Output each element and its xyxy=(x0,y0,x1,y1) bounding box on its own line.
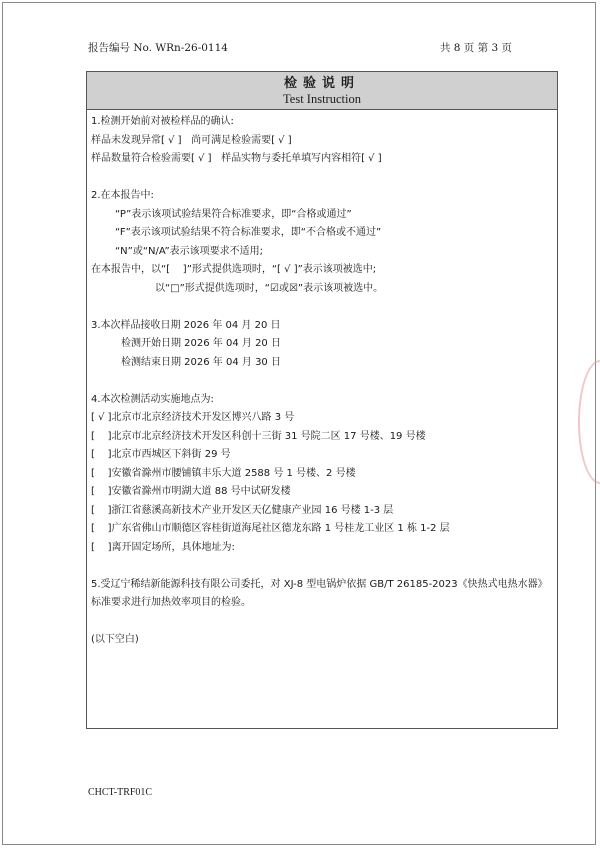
location-checkbox: [ ] xyxy=(91,541,112,553)
location-text: 安徽省滁州市明湖大道 88 号中试研发楼 xyxy=(111,486,291,497)
instruction-content xyxy=(87,110,557,650)
blank-note: (以下空白) xyxy=(91,634,139,645)
location-text: 浙江省慈溪高新技术产业开发区天亿健康产业园 16 号楼 1-3 层 xyxy=(111,504,394,516)
section2-line-f: “F”表示该项试验结果不符合标准要求，即“不合格或不通过” xyxy=(115,227,382,238)
test-start-date: 检测开始日期 2026 年 04 月 20 日 xyxy=(121,338,281,349)
location-item xyxy=(91,409,557,428)
location-checkbox: [ ] xyxy=(91,504,112,516)
location-item xyxy=(91,465,557,484)
form-code: CHCT-TRF01C xyxy=(88,787,153,798)
section5-line2: 标准要求进行加热效率项目的检验。 xyxy=(91,597,251,608)
section4-heading: 4.本次检测活动实施地点为: xyxy=(91,393,214,405)
section1-line2: 样品数量符合检验需要[ √ ] 样品实物与委托单填写内容相符[ √ ] xyxy=(91,153,382,164)
location-checkbox: [ ] xyxy=(91,449,112,460)
location-item xyxy=(91,520,557,539)
section2-heading: 2.在本报告中: xyxy=(91,190,154,201)
location-checkbox: [ ] xyxy=(91,486,112,497)
title-english: Test Instruction xyxy=(283,92,361,106)
section2-line-n: “N”或“N/A”表示该项要求不适用; xyxy=(115,245,264,257)
location-item xyxy=(91,428,557,447)
section2-line-p: “P”表示该项试验结果符合标准要求，即“合格或通过” xyxy=(115,208,352,220)
location-text: 离开固定场所，具体地址为: xyxy=(111,541,235,553)
section2-line-box: 以“□”形式提供选项时，“☑或☒”表示该项被选中。 xyxy=(155,282,384,294)
location-checkbox: [ ] xyxy=(91,467,112,479)
location-item xyxy=(91,539,557,558)
instruction-box xyxy=(86,71,558,729)
location-item xyxy=(91,446,557,465)
section2-line-bracket: 在本报告中，以“[ ]”形式提供选项时，“[ √ ]”表示该项被选中; xyxy=(91,264,377,275)
receive-date: 3.本次样品接收日期 2026 年 04 月 20 日 xyxy=(91,319,281,331)
section1-line1: 样品未发现异常[ √ ] 尚可满足检验需要[ √ ] xyxy=(91,134,292,146)
page-indicator: 共 8 页 第 3 页 xyxy=(439,42,512,54)
location-checkbox: [ ] xyxy=(91,523,112,534)
section1-heading: 1.检测开始前对被检样品的确认: xyxy=(91,116,234,127)
location-list xyxy=(91,409,557,557)
location-text: 北京市北京经济技术开发区博兴八路 3 号 xyxy=(111,412,295,423)
title-band xyxy=(87,72,557,110)
report-number: 报告编号 No. WRn-26-0114 xyxy=(88,42,228,54)
section5-line1: 5.受辽宁稀结新能源科技有限公司委托，对 XJ-8 型电锅炉依据 GB/T 26185-2023《快热式电热水器》 xyxy=(91,578,548,590)
location-text: 安徽省滁州市腰铺镇丰乐大道 2588 号 1 号楼、2 号楼 xyxy=(111,467,356,479)
location-text: 北京市西城区下斜街 29 号 xyxy=(111,449,231,460)
title-chinese: 检验说明 xyxy=(283,76,360,91)
location-text: 广东省佛山市顺德区容桂街道海尾社区德龙东路 1 号桂龙工业区 1 栋 1-2 层 xyxy=(111,523,450,534)
location-item xyxy=(91,502,557,521)
location-item xyxy=(91,483,557,502)
location-checkbox: [ ] xyxy=(91,430,112,442)
location-text: 北京市北京经济技术开发区科创十三街 31 号院二区 17 号楼、19 号楼 xyxy=(111,430,426,442)
test-end-date: 检测结束日期 2026 年 04 月 30 日 xyxy=(121,356,281,368)
location-checkbox: [ √ ] xyxy=(91,412,112,423)
